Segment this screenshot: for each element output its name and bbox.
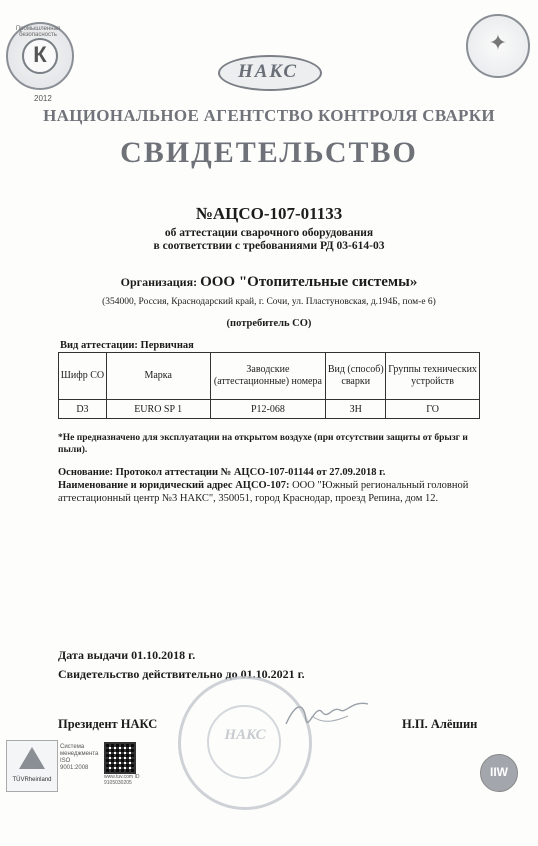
emblem-ring-text: Промышленная безопасность <box>15 26 61 38</box>
emblem-year: 2012 <box>34 94 52 103</box>
agency-name: НАЦИОНАЛЬНОЕ АГЕНТСТВО КОНТРОЛЯ СВАРКИ <box>43 106 495 125</box>
table-row <box>59 400 480 419</box>
header-serial-numbers: Заводские (аттестационные) номера <box>210 353 326 400</box>
issue-date: Дата выдачи 01.10.2018 г. <box>58 648 196 662</box>
tuv-certification-logo <box>6 740 58 792</box>
certificate-subtitle-2: в соответствии с требованиями РД 03-614-03 <box>153 240 385 252</box>
attestation-center-value: ООО "Южный региональный головной аттестационный центр №3 НАКС", 350051, город Краснодар, проезд Репина, дом 12. <box>58 480 469 504</box>
header-welding-method: Вид (способ) сварки <box>326 353 386 400</box>
footnote: *Не предназначено для эксплуатации на открытом воздухе (при отсутствии защиты от брызг и пыли). <box>58 433 468 455</box>
organization-line <box>0 274 538 291</box>
emblem-inner <box>22 38 58 74</box>
cell-group: ГО <box>386 400 480 419</box>
organization-address: (354000, Россия, Краснодарский край, г. Сочи, ул. Пластуновская, д.194Б, пом-е 6) <box>102 297 436 307</box>
document-title: СВИДЕТЕЛЬСТВО <box>120 136 418 169</box>
signature-icon <box>282 694 372 734</box>
basis-protocol: Основание: Протокол аттестации № АЦСО-107-01144 от 27.09.2018 г. <box>58 467 386 478</box>
attestation-type: Вид аттестации: Первичная <box>60 340 194 351</box>
industrial-safety-emblem-icon <box>6 22 74 90</box>
certificate-number: №АЦСО-107-01133 <box>195 204 343 223</box>
header-brand: Марка <box>106 353 210 400</box>
star-icon: ✦ <box>488 30 508 55</box>
attestation-center-label: Наименование и юридический адрес АЦСО-107: <box>58 480 290 491</box>
cis-emblem-icon <box>466 14 530 78</box>
qr-code-icon <box>104 742 136 774</box>
cell-method: ЗН <box>326 400 386 419</box>
certificate-subtitle-1: об аттестации сварочного оборудования <box>164 227 374 239</box>
emblem-letter: К <box>33 42 47 67</box>
header-code: Шифр СО <box>59 353 107 400</box>
organization-name: ООО "Отопительные системы» <box>200 274 418 290</box>
tuv-brand: TÜVRheinland <box>12 777 52 783</box>
header-device-groups: Группы технических устройств <box>386 353 480 400</box>
cell-code: D3 <box>59 400 107 419</box>
stamp-text: НАКС <box>224 727 266 743</box>
valid-until: Свидетельство действительно до 01.10.2021 г. <box>58 667 305 681</box>
cell-brand: EURO SP 1 <box>106 400 210 419</box>
cell-serial: P12-068 <box>210 400 326 419</box>
tuv-triangle-icon <box>19 747 45 769</box>
iiw-text: IIW <box>490 765 508 779</box>
iiw-logo <box>480 754 518 792</box>
basis-section <box>58 466 498 505</box>
organization-role: (потребитель СО) <box>226 318 312 329</box>
table-header-row <box>59 353 480 400</box>
organization-label: Организация: <box>120 275 198 289</box>
naks-logo <box>218 55 318 87</box>
president-title: Президент НАКС <box>58 717 158 731</box>
naks-logo-text: НАКС <box>237 61 299 82</box>
tuv-site-text: www.tuv.com ID 9105030205 <box>104 774 140 786</box>
management-system-text: Система менеджмента ISO 9001:2008 <box>60 744 99 771</box>
equipment-table <box>58 352 480 419</box>
signer-name: Н.П. Алёшин <box>402 717 478 731</box>
